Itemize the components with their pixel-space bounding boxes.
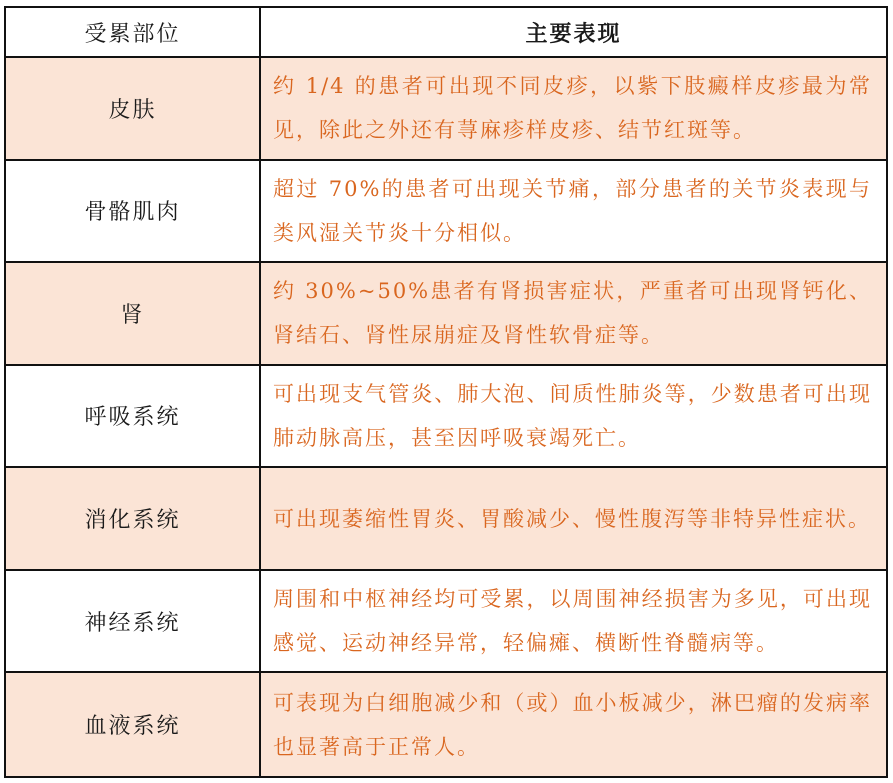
row-part-blood: 血液系统 (6, 673, 261, 776)
row-part-respiratory: 呼吸系统 (6, 366, 261, 469)
row-desc-digestive: 可出现萎缩性胃炎、胃酸减少、慢性腹泻等非特异性症状。 (261, 468, 886, 571)
row-desc-kidney: 约 30%~50%患者有肾损害症状，严重者可出现肾钙化、肾结石、肾性尿崩症及肾性软骨症等。 (261, 263, 886, 366)
row-desc-blood: 可表现为白细胞减少和（或）血小板减少，淋巴瘤的发病率也显著高于正常人。 (261, 673, 886, 776)
header-affected-part: 受累部位 (6, 8, 261, 58)
row-desc-skin: 约 1/4 的患者可出现不同皮疹，以紫下肢癜样皮疹最为常见，除此之外还有荨麻疹样皮疹、结节红斑等。 (261, 58, 886, 161)
row-part-nervous: 神经系统 (6, 571, 261, 674)
row-desc-nervous: 周围和中枢神经均可受累，以周围神经损害为多见，可出现感觉、运动神经异常，轻偏瘫、横断性脊髓病等。 (261, 571, 886, 674)
row-desc-respiratory: 可出现支气管炎、肺大泡、间质性肺炎等，少数患者可出现肺动脉高压，甚至因呼吸衰竭死亡。 (261, 366, 886, 469)
row-desc-musculoskeletal: 超过 70%的患者可出现关节痛，部分患者的关节炎表现与类风湿关节炎十分相似。 (261, 161, 886, 264)
row-part-skin: 皮肤 (6, 58, 261, 161)
row-part-kidney: 肾 (6, 263, 261, 366)
row-part-musculoskeletal: 骨骼肌肉 (6, 161, 261, 264)
manifestation-table (4, 6, 888, 778)
header-main-manifestation: 主要表现 (261, 8, 886, 58)
row-part-digestive: 消化系统 (6, 468, 261, 571)
